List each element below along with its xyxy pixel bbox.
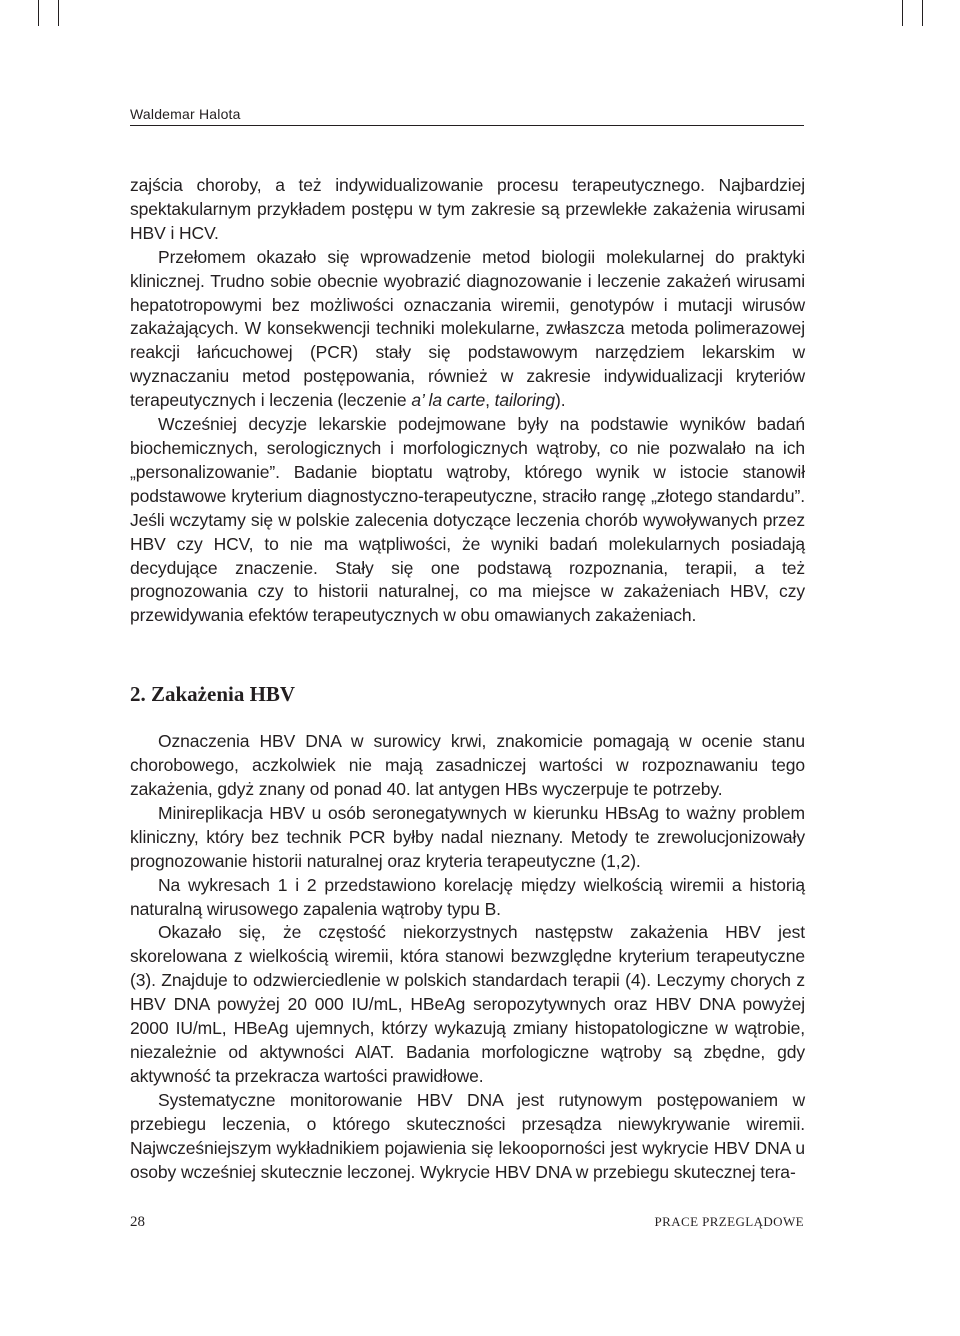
crop-mark	[902, 0, 903, 26]
italic-term: tailoring	[494, 390, 556, 411]
page-body	[130, 174, 805, 1184]
paragraph: Systematyczne monitorowanie HBV DNA jest rutynowym postępowaniem w przebiegu leczenia, o którego skuteczności przesądza niewykrywanie wiremii. Najwcześniejszym wykładnikiem pojawienia się lekooporności jest wykrycie HBV DNA u osoby wcześniej skutecznie leczonej. Wykrycie HBV DNA w przebiegu skutecznej tera-	[130, 1089, 805, 1182]
paragraph: Okazało się, że częstość niekorzystnych następstw zakażenia HBV jest skorelowana z wielkością wiremii, która stanowi bezwzględne kryterium terapeutyczne (3). Znajduje to odzwierciedlenie w polskich standardach terapii (4). Leczymy chorych z HBV DNA powyżej 20 000 IU/mL, HBeAg seropozytywnych oraz HBV DNA powyżej 2000 IU/mL, HBeAg ujemnych, którzy wykazują zmiany histopatologiczne w wątrobie, niezależnie od aktywności AlAT. Badania morfologiczne wątroby są zbędne, gdy aktywność ta przekracza wartości prawidłowe.	[130, 922, 805, 1086]
footer-section-name: PRACE PRZEGLĄDOWE	[654, 1214, 804, 1229]
paragraph-text: Przełomem okazało się wprowadzenie metod biologii molekularnej do praktyki klinicznej. Trudno sobie obecnie wyobrazić diagnozowanie i leczenie zakażeń wirusami hepatotropowymi bez możliwości oznaczania wiremii, genotypów i mutacji wirusów zakażających. W konsekwencji techniki molekularne, zwłaszcza metoda polimerazowej reakcji łańcuchowej (PCR) stały się podstawowym narzędziem lekarskim w wyznaczaniu metod postępowania, również w zakresie indywidualizacji kryteriów terapeutycznych i leczenia (leczenie	[130, 246, 805, 411]
paragraph: Oznaczenia HBV DNA w surowicy krwi, znakomicie pomagają w ocenie stanu chorobowego, aczkolwiek nie mają zasadniczej wartości w rozpoznawaniu tego zakażenia, gdyż znany od ponad 40. lat antygen HBs wyczerpuje te potrzeby.	[130, 731, 805, 800]
paragraph: zajścia choroby, a też indywidualizowanie procesu terapeutycznego. Najbardziej spektakularnym przykładem postępu w tym zakresie są przewlekłe zakażenia wirusami HBV i HCV.	[130, 175, 805, 243]
paragraph: Na wykresach 1 i 2 przedstawiono korelację między wielkością wiremii a historią naturalną wirusowego zapalenia wątroby typu B.	[130, 874, 805, 919]
italic-term: a’ la carte	[411, 390, 486, 411]
crop-mark	[38, 0, 39, 26]
running-header	[130, 106, 804, 126]
paragraph	[130, 246, 805, 413]
paragraph-text: ,	[485, 390, 495, 411]
header-author: Waldemar Halota	[130, 106, 241, 122]
paragraph-text: ).	[555, 390, 566, 411]
section-heading: 2. Zakażenia HBV	[130, 682, 296, 707]
page-number: 28	[130, 1214, 145, 1230]
paragraph: Minireplikacja HBV u osób seronegatywnych w kierunku HBsAg to ważny problem kliniczny, który bez technik PCR byłby nadal nieznany. Metody te zrewolucjonizowały prognozowanie historii naturalnej oraz kryteria terapeutyczne (1,2).	[130, 802, 805, 871]
paragraph: Wcześniej decyzje lekarskie podejmowane były na podstawie wyników badań biochemicznych, serologicznych i morfologicznych wątroby, co nie pozwalało na ich „personalizowanie”. Badanie bioptatu wątroby, którego wynik w istocie stanowił podstawowe kryterium diagnostyczno-terapeutyczne, straciło rangę „złotego standardu”. Jeśli wczytamy się w polskie zalecenia dotyczące leczenia chorób wywoływanych przez HBV czy HCV, to nie ma wątpliwości, że wyniki badań molekularnych posiadają decydujące znaczenie. Stały się one podstawą rozpoznania, terapii, a też prognozowania czy to historii naturalnej, co ma miejsce w zakażeniach HBV, czy przewidywania efektów terapeutycznych w obu omawianych zakażeniach.	[130, 414, 805, 626]
crop-mark	[922, 0, 923, 26]
crop-mark	[58, 0, 59, 26]
